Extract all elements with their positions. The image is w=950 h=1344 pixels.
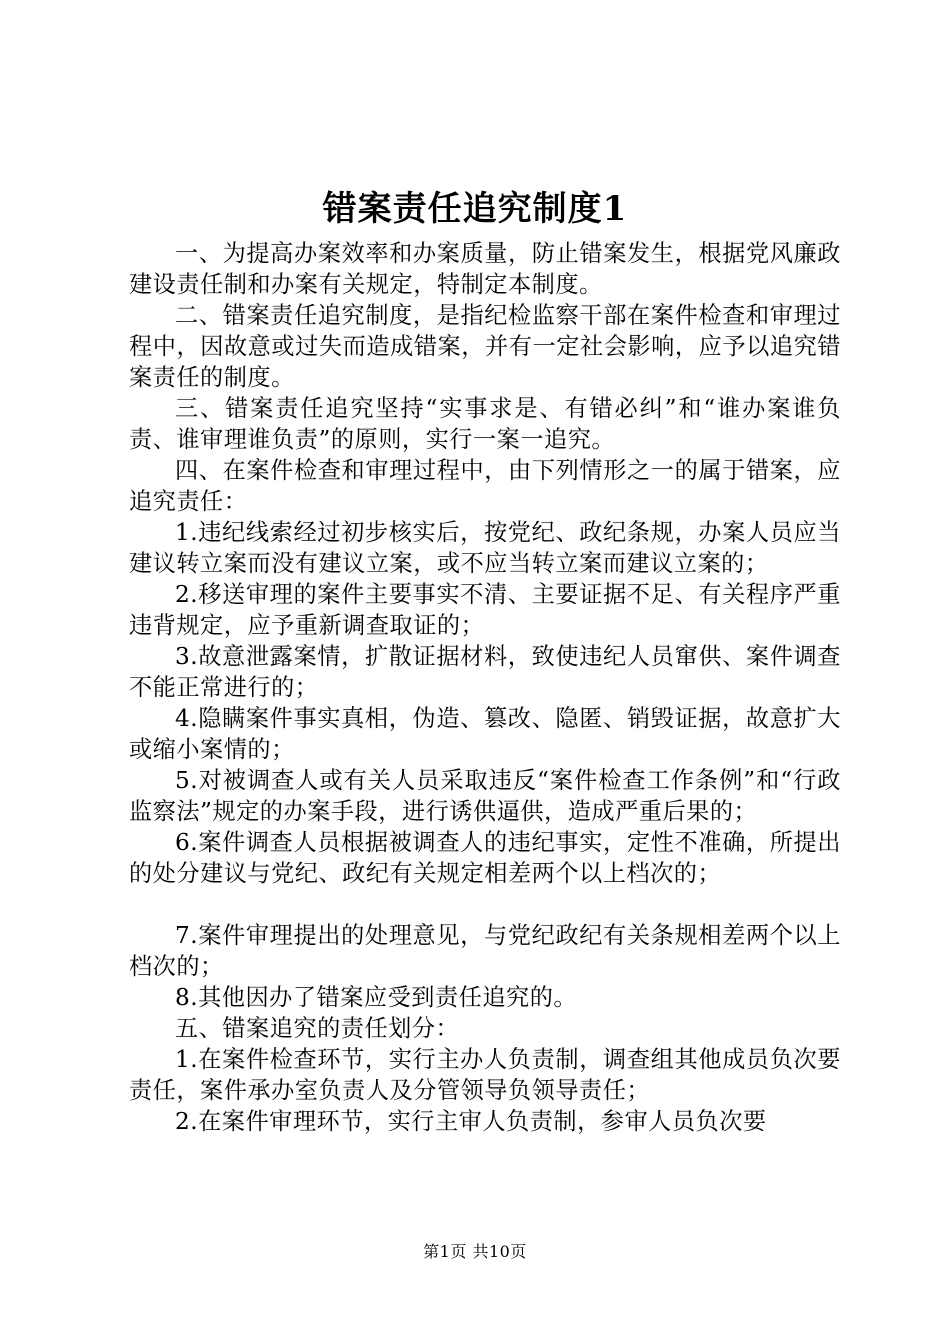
list-item-6: 6.案件调查人员根据被调查人的违纪事实，定性不准确，所提出的处分建议与党纪、政纪有关规定相差两个以上档次的； xyxy=(129,829,841,887)
list-item-7: 7.案件审理提出的处理意见，与党纪政纪有关条规相差两个以上档次的； xyxy=(129,922,841,980)
list-item-8: 8.其他因办了错案应受到责任追究的。 xyxy=(175,984,578,1011)
responsibility-item-2: 2.在案件审理环节，实行主审人负责制，参审人员负次要 xyxy=(175,1108,767,1135)
paragraph-1: 一、为提高办案效率和办案质量，防止错案发生，根据党风廉政建设责任制和办案有关规定，特制定本制度。 xyxy=(129,240,841,298)
paragraph-3: 三、错案责任追究坚持“实事求是、有错必纠”和“谁办案谁负责、谁审理谁负责”的原则，实行一案一追究。 xyxy=(129,395,841,453)
document-title: 错案责任追究制度1 xyxy=(322,189,628,229)
list-item-1: 1.违纪线索经过初步核实后，按党纪、政纪条规，办案人员应当建议转立案而没有建议立案，或不应当转立案而建议立案的； xyxy=(129,519,841,577)
list-item-4: 4.隐瞒案件事实真相，伪造、篡改、隐匿、销毁证据，故意扩大或缩小案情的； xyxy=(129,705,841,763)
list-item-5: 5.对被调查人或有关人员采取违反“案件检查工作条例”和“行政监察法”规定的办案手段，进行诱供逼供，造成严重后果的； xyxy=(129,767,841,825)
list-item-3: 3.故意泄露案情，扩散证据材料，致使违纪人员窜供、案件调查不能正常进行的； xyxy=(129,643,841,701)
paragraph-2: 二、错案责任追究制度，是指纪检监察干部在案件检查和审理过程中，因故意或过失而造成错案，并有一定社会影响，应予以追究错案责任的制度。 xyxy=(129,302,841,391)
list-item-2: 2.移送审理的案件主要事实不清、主要证据不足、有关程序严重违背规定，应予重新调查取证的； xyxy=(129,581,841,639)
paragraph-5: 五、错案追究的责任划分： xyxy=(175,1015,460,1042)
responsibility-item-1: 1.在案件检查环节，实行主办人负责制，调查组其他成员负次要责任，案件承办室负责人及分管领导负领导责任； xyxy=(129,1046,841,1104)
page-footer: 第1页 共10页 xyxy=(423,1242,527,1261)
document-body xyxy=(129,238,841,1137)
paragraph-4: 四、在案件检查和审理过程中，由下列情形之一的属于错案，应追究责任： xyxy=(129,457,841,515)
